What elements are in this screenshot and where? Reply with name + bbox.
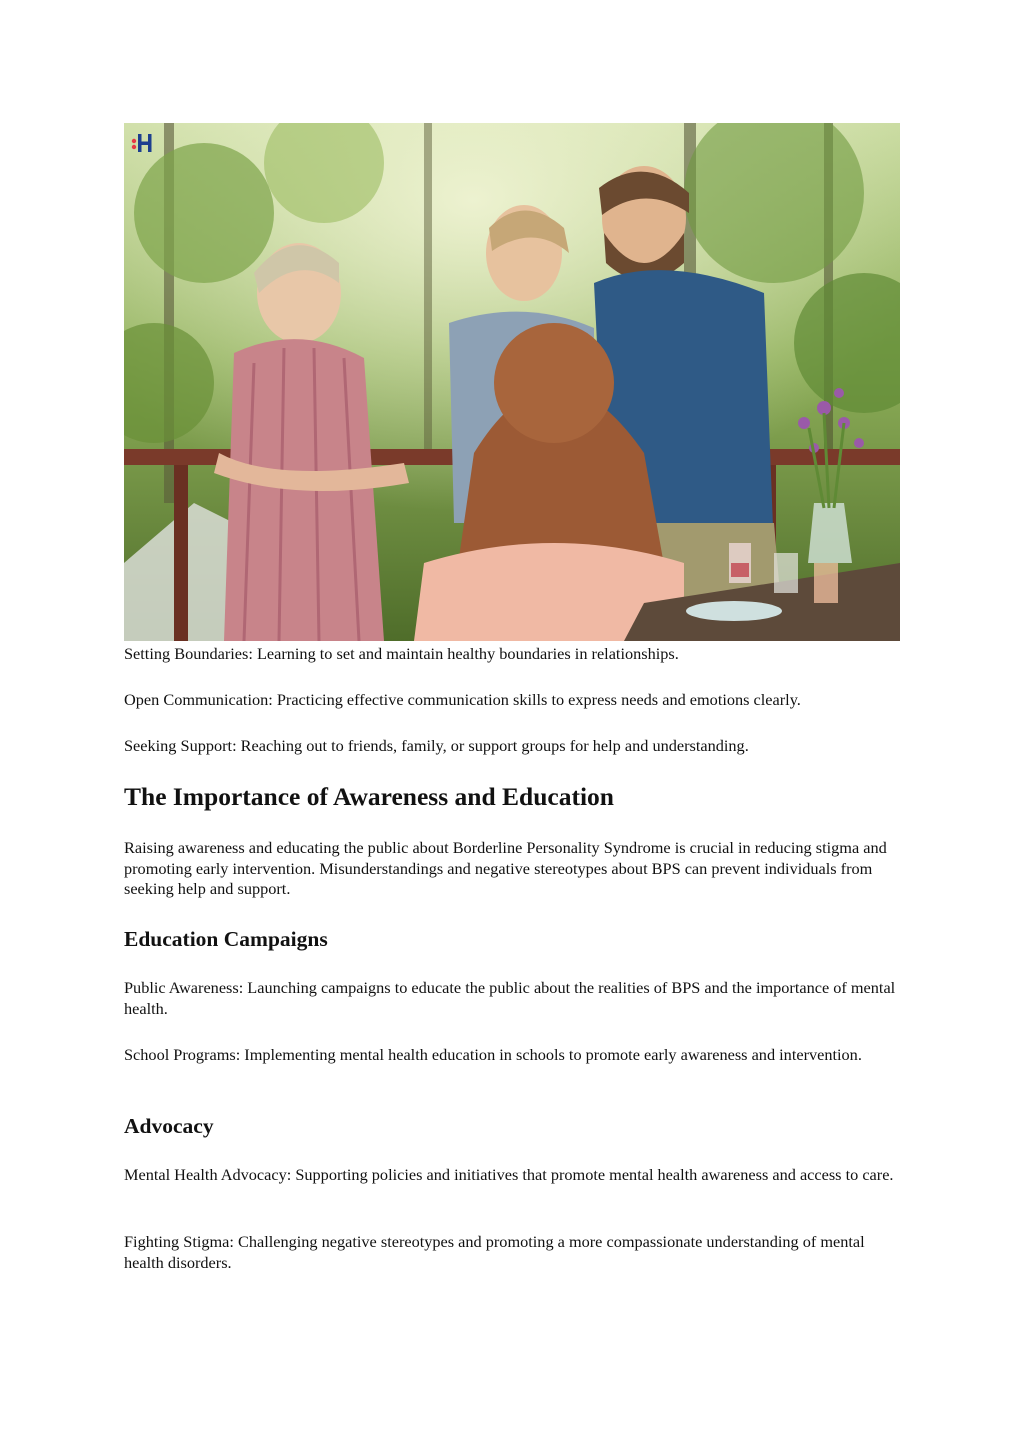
section-intro: Raising awareness and educating the public about Borderline Personality Syndrome is crucial in reducing stigma and promoting early intervention. Misunderstandings and negative stereotypes about BPS can prevent individuals from seeking help and support. <box>124 838 887 899</box>
list-item: Open Communication: Practicing effective communication skills to express needs and emotions clearly. <box>124 690 801 709</box>
list-item: Seeking Support: Reaching out to friends, family, or support groups for help and understanding. <box>124 736 749 755</box>
campaigns-heading: Education Campaigns <box>124 927 328 951</box>
list-item: Mental Health Advocacy: Supporting policies and initiatives that promote mental health awareness and access to care. <box>124 1165 894 1184</box>
list-item: Fighting Stigma: Challenging negative stereotypes and promoting a more compassionate understanding of mental health disorders. <box>124 1232 865 1272</box>
list-item: Public Awareness: Launching campaigns to educate the public about the realities of BPS and the importance of mental health. <box>124 978 896 1018</box>
section-title: The Importance of Awareness and Education <box>124 782 614 811</box>
list-item: Setting Boundaries: Learning to set and maintain healthy boundaries in relationships. <box>124 644 679 663</box>
brand-logo-icon <box>131 132 157 154</box>
list-item: School Programs: Implementing mental health education in schools to promote early awareness and intervention. <box>124 1045 862 1064</box>
advocacy-heading: Advocacy <box>124 1114 214 1138</box>
family-photo <box>124 123 900 641</box>
